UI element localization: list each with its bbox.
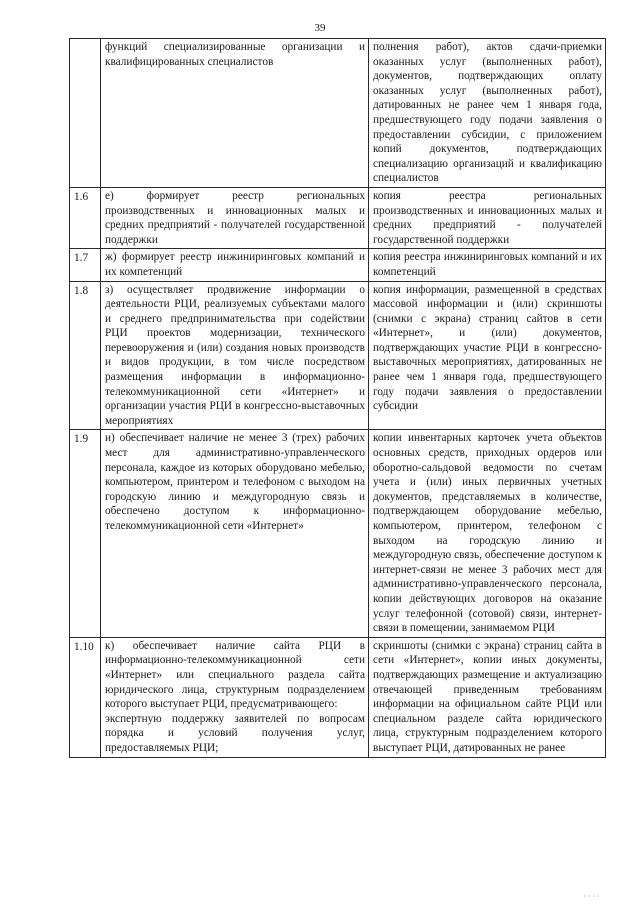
requirement-text: е) формирует реестр региональных производственных и инновационных малых и средних предприятий - получателей государственной поддержки	[105, 189, 365, 246]
row-number: 1.10	[70, 637, 101, 757]
documents-cell: копия реестра региональных производственных и инновационных малых и средних предприятий - получателей государственной поддержки	[369, 187, 606, 248]
requirement-cell	[101, 249, 369, 281]
row-number: 1.6	[70, 187, 101, 248]
documents-cell: копия реестра инжиниринговых компаний и их компетенций	[369, 249, 606, 281]
row-number: 1.9	[70, 430, 101, 637]
table-row	[70, 430, 606, 637]
requirement-subitem: экспертную поддержку заявителей по вопросам порядка и условий получения услуг, предоставляемых РЦИ;	[105, 712, 365, 754]
documents-cell: копия информации, размещенной в средствах массовой информации и (или) скриншоты (снимки с экрана) страниц сайтов в сети «Интернет», и (или) документов, подтверждающих участие РЦИ в конгрессно-выставочных мероприятиях, датированных не ранее чем 1 января года, предшествующего году подачи заявления о предоставлении субсидии	[369, 281, 606, 430]
documents-cell: полнения работ), актов сдачи-приемки оказанных услуг (выполненных работ), документов, подтверждающих оплату оказанных услуг (выполненных работ), датированных не ранее чем 1 января года, предшествующего году подачи заявления о предоставлении субсидии, с приложением копий документов, подтверждающих специализацию организаций и квалификацию специалистов	[369, 39, 606, 188]
requirement-cell	[101, 281, 369, 430]
scan-mark: · · · ·	[583, 892, 600, 901]
requirement-cell	[101, 430, 369, 637]
table-row	[70, 637, 606, 757]
documents-cell: копии инвентарных карточек учета объектов основных средств, приходных ордеров или оборотно-сальдовой ведомости по счетам учета и (или) иных первичных учетных документов, представляемых в количестве, подтверждающем оборудование мебелью, компьютером, принтером, телефоном с выходом на городскую линию и междугородную связь, обеспечение доступом к интернет-связи не менее 3 рабочих мест для административно-управленческого персонала, копии действующих договоров на оказание услуг телефонной (сотовой) связи, интернет-связи в помещении, занимаемом РЦИ	[369, 430, 606, 637]
table-row	[70, 281, 606, 430]
requirement-text: к) обеспечивает наличие сайта РЦИ в информационно-телекоммуникационной сети «Интернет» или специального раздела сайта юридического лица, структурным подразделением которого выступает РЦИ, предусматривающего:	[105, 639, 365, 711]
requirement-text: и) обеспечивает наличие не менее 3 (трех) рабочих мест для административно-управленческого персонала, каждое из которых оборудовано мебелью, компьютером, принтером и телефоном с выходом на городскую линию и междугородную связь и обеспечено доступом к информационно-телекоммуникационной сети «Интернет»	[105, 432, 365, 532]
row-number: 1.8	[70, 281, 101, 430]
table-row	[70, 39, 606, 188]
requirement-text: ж) формирует реестр инжиниринговых компаний и их компетенций	[105, 251, 365, 278]
page-number: 39	[314, 22, 326, 34]
row-number: 1.7	[70, 249, 101, 281]
requirement-cell	[101, 187, 369, 248]
documents-cell: скриншоты (снимки с экрана) страниц сайта в сети «Интернет», копии иных документы, подтверждающих размещение и актуализацию отвечающей приведенным требованиям информации на официальном сайте РЦИ или специальном разделе сайта юридического лица, структурным подразделением которого выступает РЦИ, датированных не ранее	[369, 637, 606, 757]
requirement-text: з) осуществляет продвижение информации о деятельности РЦИ, реализуемых субъектами малого и среднего предпринимательства при содействии РЦИ проектов модернизации, технического перевооружения и (или) создания новых производств и видов продукции, в том числе посредством размещения информации в информационно-телекоммуникационной сети «Интернет» и организации участия РЦИ в конгрессно-выставочных мероприятиях	[105, 283, 365, 427]
table-row	[70, 249, 606, 281]
row-number	[70, 39, 101, 188]
requirement-cell	[101, 39, 369, 188]
table-row	[70, 187, 606, 248]
requirement-cell	[101, 637, 369, 757]
requirement-text: функций специализированные организации и квалифицированных специалистов	[105, 41, 365, 68]
requirements-table	[69, 38, 606, 758]
